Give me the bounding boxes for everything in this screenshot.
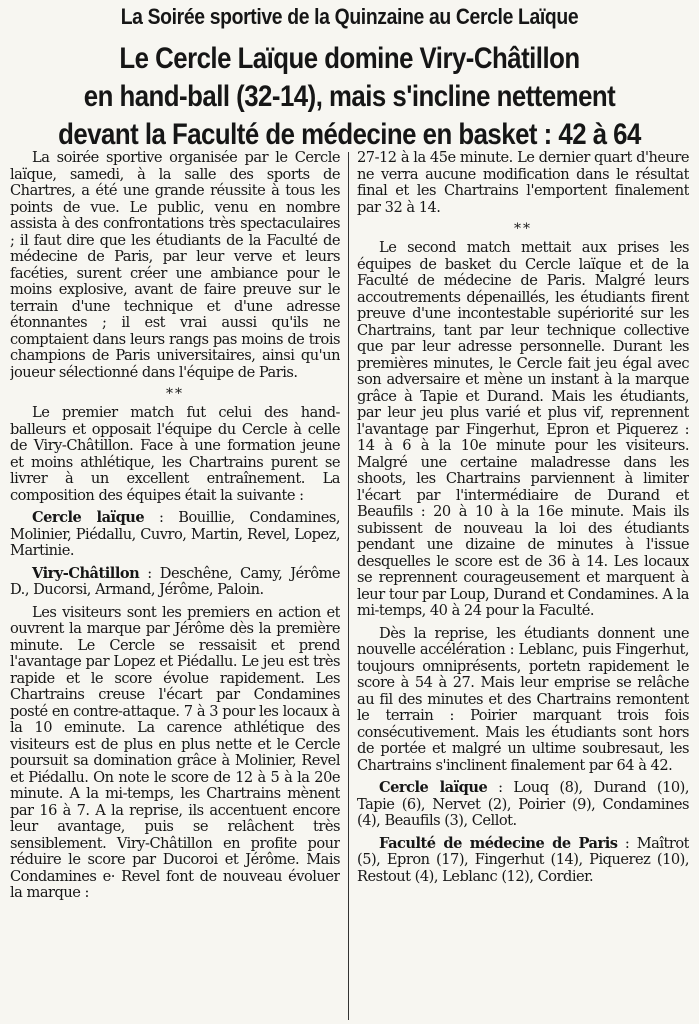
team-players: : Maîtrot (5), Epron (17), Fingerhut (14), Piquerez (10), Restout (4), Leblanc (12), Cordier. [357,834,689,885]
handball-team-cercle [10,510,340,560]
intro-paragraph: La soirée sportive organisée par le Cercle laïque, samedi, à la salle des sports de Chartres, a été une grande réussite à tous les points de vue. Le public, venu en nombre assista à des confrontations très spectaculaires ; il faut dire que les étudiants de la Faculté de médecine de Paris, par leur verve et leurs facéties, surent créer une ambiance pour le moins explosive, avant de faire preuve sur le terrain d'une technique et d'une adresse étonnantes ; il est vrai aussi qu'ils ne comptaient dans leurs rangs pas moins de trois champions de Paris universitaires, ainsi qu'un joueur sélectionné dans l'équipe de Paris. [10,150,340,381]
team-players: : Bouillie, Condamines, Molinier, Piédallu, Cuvro, Martin, Revel, Lopez, Martinie. [10,509,340,559]
team-name: Cercle laïque [379,779,488,796]
kicker-headline: La Soirée sportive de la Quinzaine au Cercle Laïque [120,4,579,29]
right-column [357,150,689,1024]
left-column [10,150,340,1024]
team-players: : Deschêne, Camy, Jérôme D., Ducorsi, Armand, Jérôme, Paloin. [10,564,340,598]
team-name: Viry-Châtillon [32,564,140,582]
basket-team-cercle [357,780,689,830]
team-name: Faculté de médecine de Paris [379,834,618,852]
headline-line-1: Le Cercle Laïque domine Viry-Châtillon [119,42,580,75]
basket-first-half-paragraph: Le second match mettait aux prises les équipes de basket du Cercle laïque et de la Faculté de médecine de Paris. Malgré leurs accoutrements dépenaillés, les étudiants firent preuve d'une incontestable supériorité sur les Chartrains, tant par leur technique collective que par leur adresse personnelle. Durant les premières minutes, le Cercle fait jeu égal avec son adversaire et mène un instant à la marque grâce à Tapie et Durand. Mais les étudiants, par leur jeu plus varié et plus vif, reprennent l'avantage par Fingerhut, Epron et Piquerez : 14 à 6 à la 10e minute pour les visiteurs. Malgré une certaine maladresse dans les shoots, les Chartrains parviennent à limiter l'écart par l'intermédiaire de Durand et Beaufils : 20 à 10 à la 16e minute. Mais ils subissent de nouveau la loi des étudiants pendant une dizaine de minutes à l'issue desquelles le score est de 36 à 14. Les locaux se reprennent courageusement et marquent à leur tour par Loup, Durand et Condamines. A la mi-temps, 40 à 24 pour la Faculté. [357,239,689,619]
handball-conclusion-paragraph: 27-12 à la 45e minute. Le dernier quart d'heure ne verra aucune modification dans le résultat final et les Chartrains l'emportent finalement par 32 à 14. [357,150,689,216]
team-players: : Louq (8), Durand (10), Tapie (6), Nervet (2), Poirier (9), Condamines (4), Beaufils (3), Cellot. [357,779,689,829]
headline-line-2: en hand-ball (32-14), mais s'incline nettement [83,80,616,113]
handball-report-paragraph: Les visiteurs sont les premiers en action et ouvrent la marque par Jérôme dès la première minute. Le Cercle se ressaisit et prend l'avantage par Lopez et Piédallu. Le jeu est très rapide et le score évolue rapidement. Les Chartrains creuse l'écart par Condamines posté en contre-attaque. 7 à 3 pour les locaux à la 10 eminute. La carence athlétique des visiteurs est de plus en plus nette et le Cercle poursuit sa domination grâce à Molinier, Revel et Piédallu. On note le score de 12 à 5 à la 20e minute. A la mi-temps, les Chartrains mènent par 16 à 7. A la reprise, ils accentuent encore leur avantage, puis se relâchent très sensiblement. Viry-Châtillon en profite pour réduire le score par Ducoroi et Jérôme. Mais Condamines e· Revel font de nouveau évoluer la marque : [10,603,340,901]
column-divider [348,152,349,1020]
basket-team-faculte [357,836,689,886]
handball-intro-paragraph: Le premier match fut celui des hand-balleurs et opposait l'équipe du Cercle à celle de Viry-Châtillon. Face à une formation jeune et moins athlétique, les Chartrains purent se livrer à un excellent entraînement. La composition des équipes était la suivante : [10,404,340,504]
basket-second-half-paragraph: Dès la reprise, les étudiants donnent une nouvelle accélération : Leblanc, puis Fingerhut, toujours omniprésents, portetn rapidement le score à 54 à 27. Mais leur emprise se relâche au fil des minutes et des Chartrains remontent le terrain : Poirier marquant trois fois consécutivement. Mais les étudiants sont hors de portée et malgré un ultime soubresaut, les Chartrains s'inclinent finalement par 64 à 42. [357,624,689,774]
headline-line-3: devant la Faculté de médecine en basket : 42 à 64 [58,118,641,151]
team-name: Cercle laïque [32,509,145,526]
section-separator: ** [166,386,184,402]
section-separator: ** [514,221,532,237]
handball-team-viry [10,566,340,599]
